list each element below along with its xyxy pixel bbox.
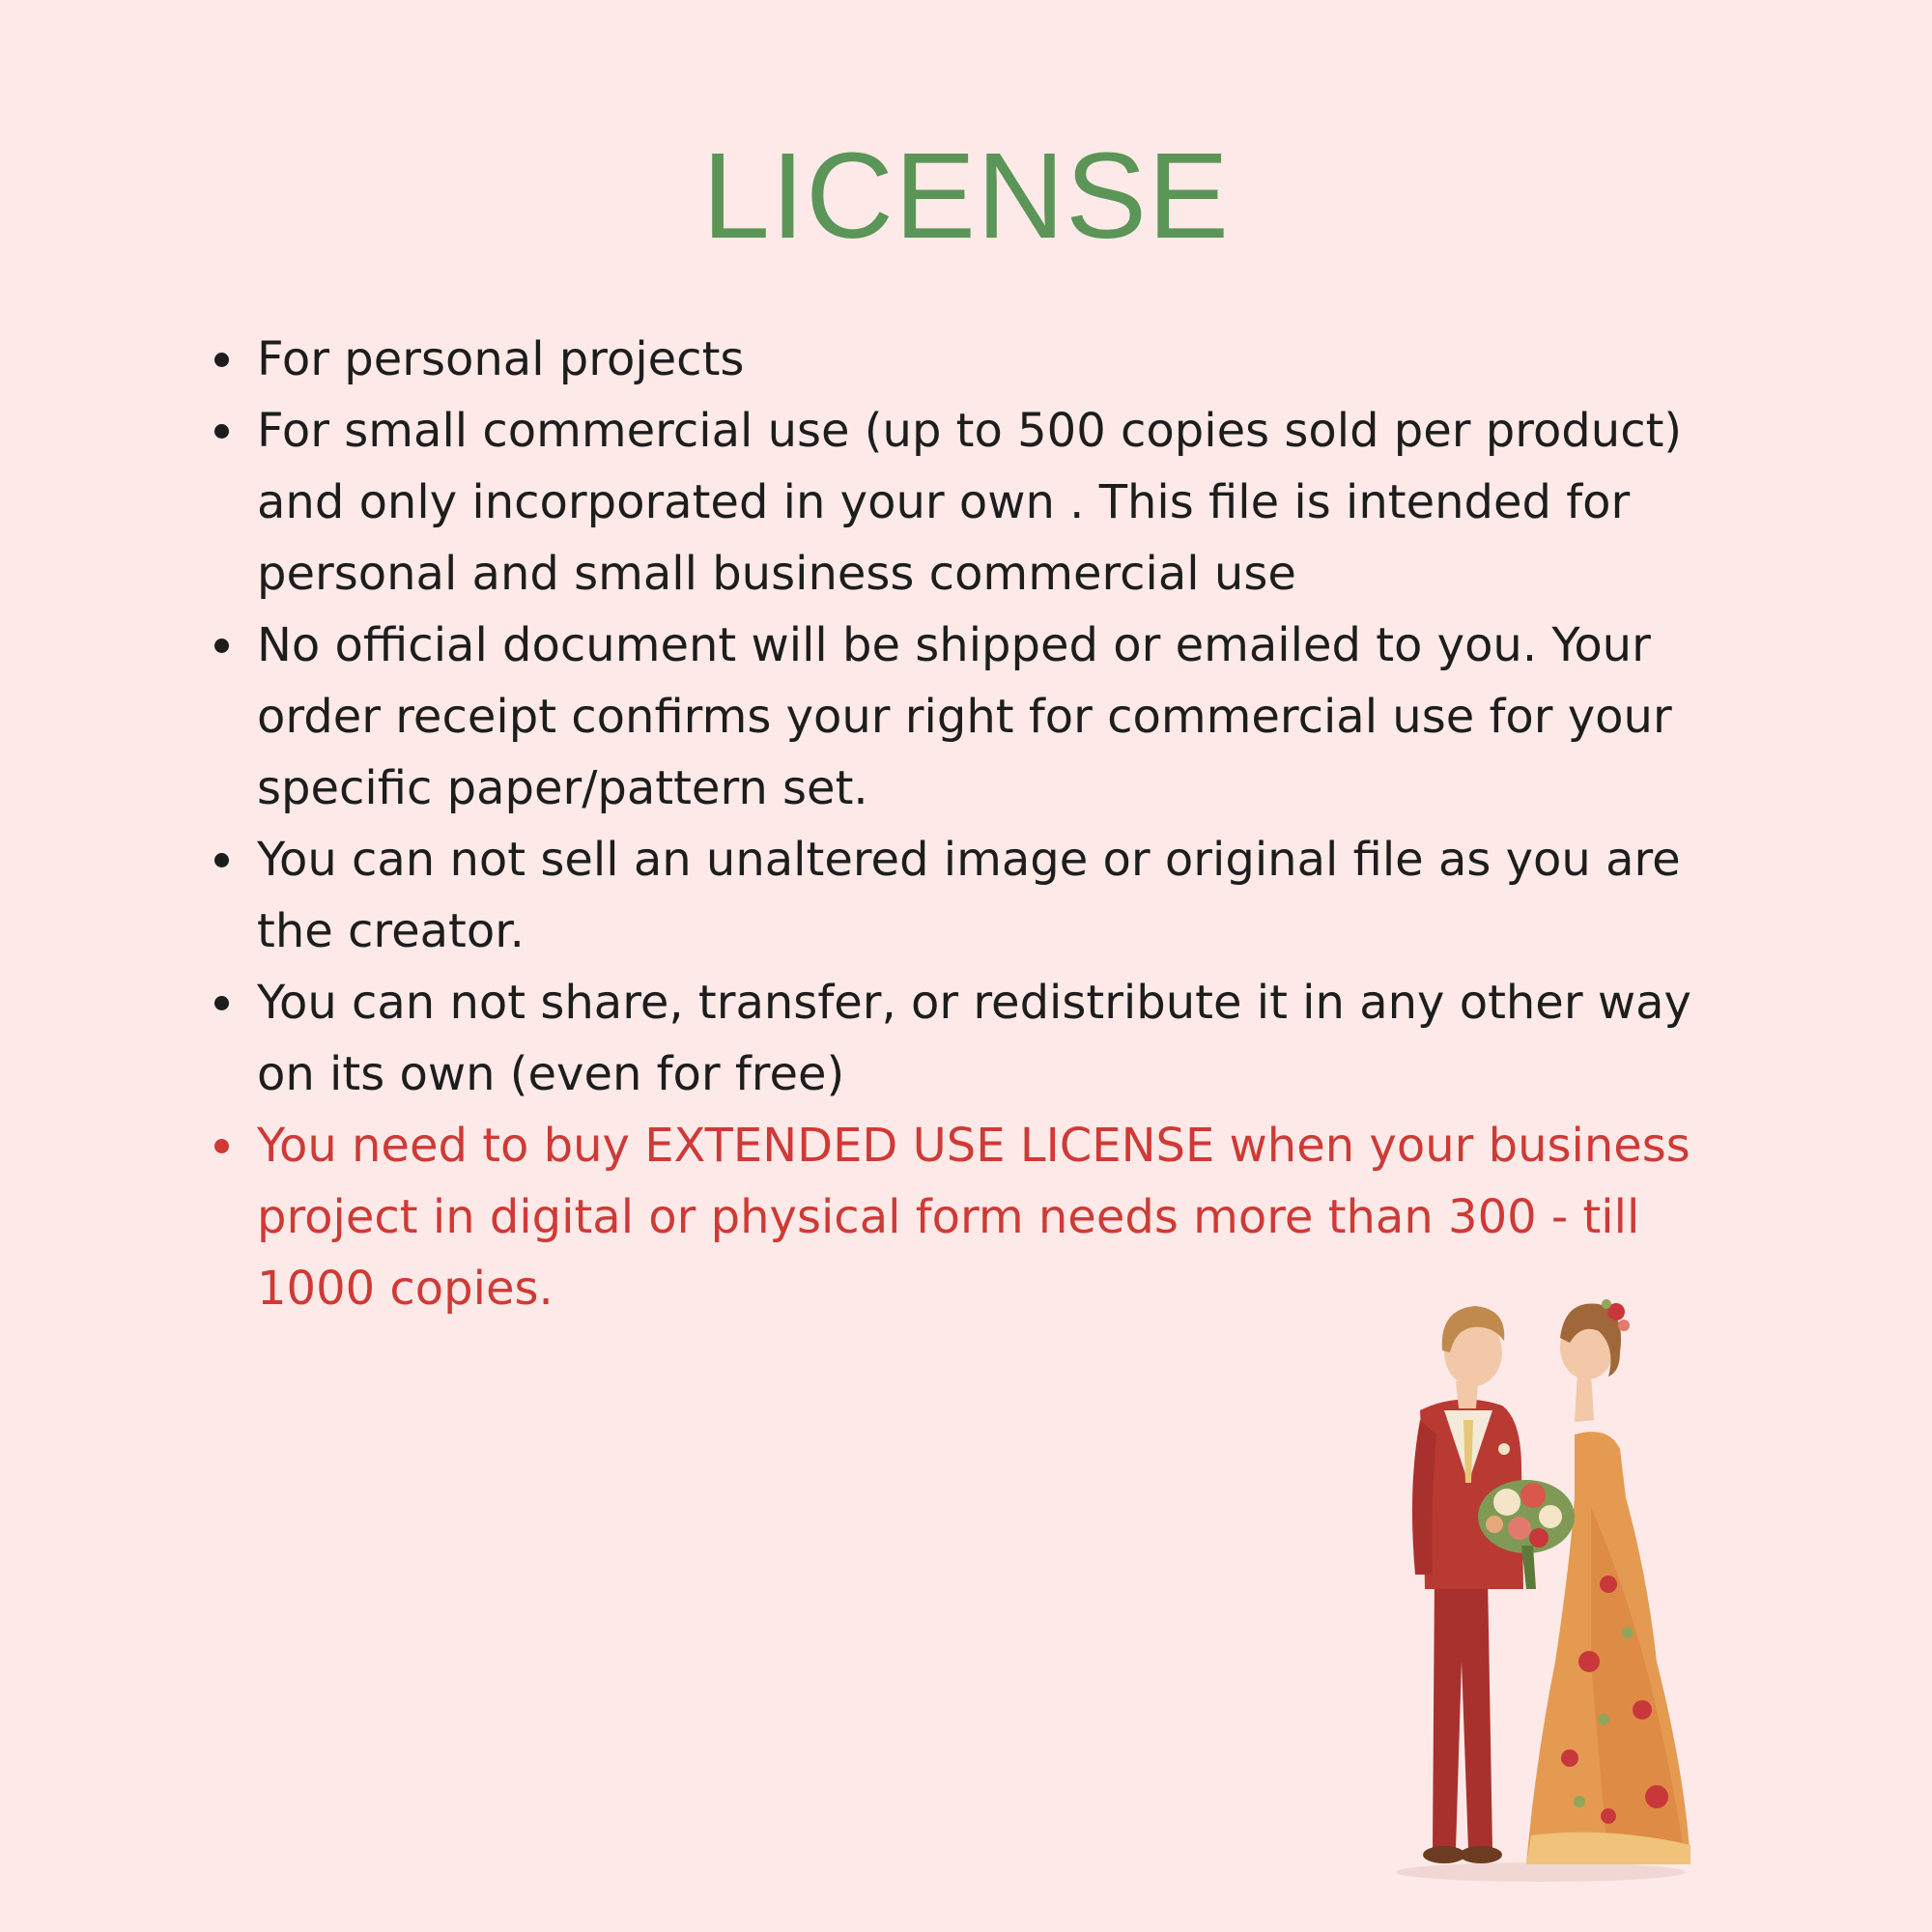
license-item (211, 610, 1756, 824)
bullet-icon (214, 853, 229, 867)
page-title: LICENSE (701, 128, 1231, 264)
license-item (211, 824, 1756, 967)
license-item (211, 967, 1756, 1110)
license-item-text: You need to buy EXTENDED USE LICENSE when your business project in digital or physical form needs more than 300 - till 1000 copies. (257, 1119, 1690, 1316)
license-item-text: You can not sell an unaltered image or original file as you are the creator. (257, 833, 1681, 958)
license-item-text: For personal projects (257, 332, 745, 386)
license-item-text: No official document will be shipped or emailed to you. Your order receipt confirms your right for commercial use for your specific paper/pattern set. (257, 618, 1672, 815)
license-terms-list (211, 324, 1756, 1324)
license-item-text: You can not share, transfer, or redistribute it in any other way on its own (even for free) (257, 976, 1691, 1101)
bullet-icon (214, 996, 229, 1010)
license-item (211, 324, 1756, 395)
license-item-text: For small commercial use (up to 500 copies sold per product) and only incorporated in your own . This file is intended for personal and small business commercial use (257, 404, 1683, 601)
bride-figure (1526, 1299, 1690, 1864)
bullet-icon (214, 639, 229, 653)
wedding-couple-illustration (1367, 1256, 1705, 1884)
bullet-icon (214, 1139, 229, 1153)
bullet-icon (214, 424, 229, 439)
groom-figure (1412, 1306, 1523, 1863)
license-item (211, 395, 1756, 610)
bullet-icon (214, 353, 229, 367)
